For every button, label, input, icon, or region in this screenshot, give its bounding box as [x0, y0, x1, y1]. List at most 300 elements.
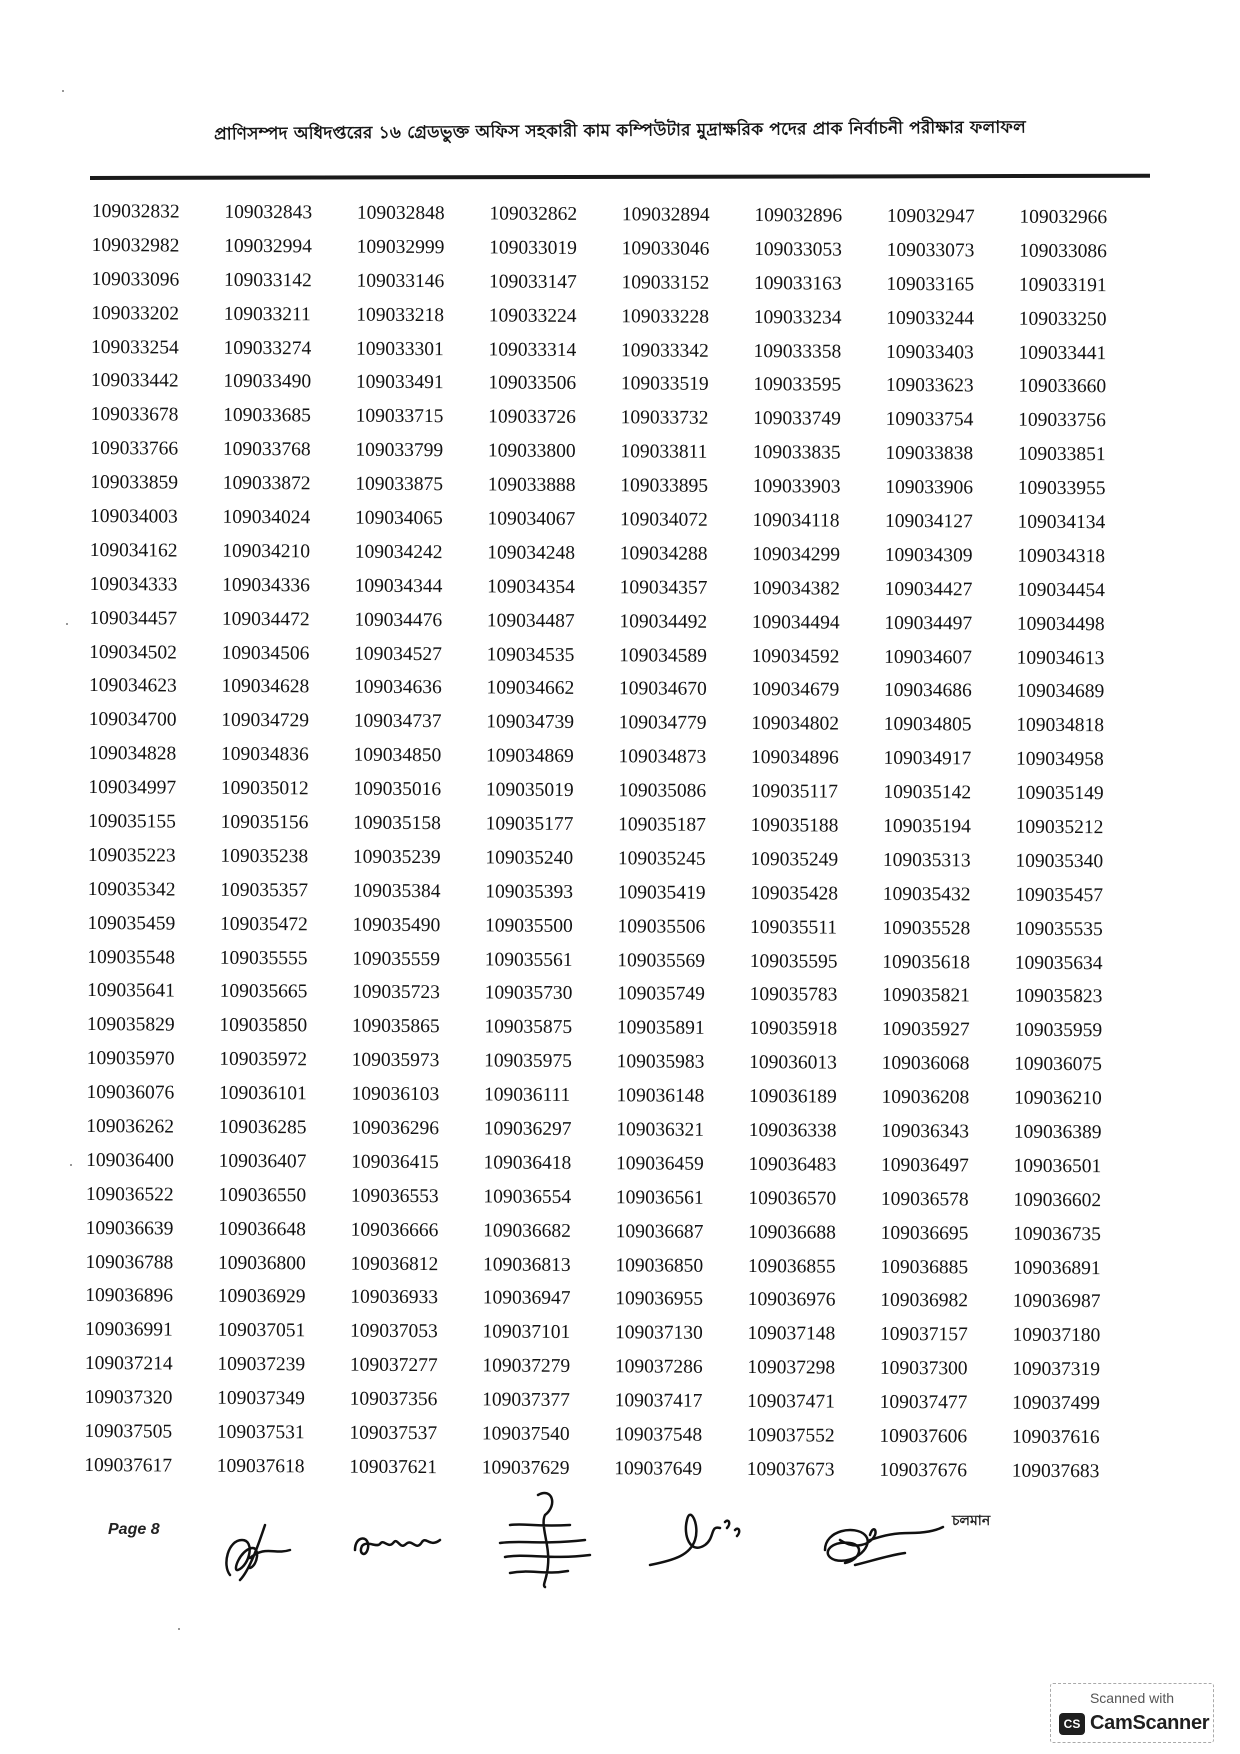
- roll-number: 109034527: [354, 643, 443, 665]
- roll-number: 109036991: [85, 1319, 173, 1341]
- scan-speck: [66, 623, 68, 625]
- roll-number: 109032966: [1019, 206, 1108, 229]
- roll-number: 109037617: [84, 1454, 173, 1477]
- roll-number: 109032982: [91, 234, 180, 257]
- roll-number: 109036076: [86, 1082, 175, 1104]
- roll-number: 109036855: [747, 1255, 836, 1278]
- roll-number: 109036103: [351, 1083, 440, 1106]
- roll-number: 109034917: [883, 748, 972, 770]
- roll-number: 109034729: [221, 710, 310, 732]
- roll-number: 109033490: [223, 371, 312, 393]
- roll-number: 109037629: [481, 1457, 570, 1479]
- roll-number: 109036554: [483, 1186, 572, 1208]
- roll-number: 109037676: [879, 1459, 968, 1482]
- roll-number: 109035384: [352, 880, 441, 902]
- roll-number: 109033903: [752, 476, 841, 498]
- roll-number: 109032862: [489, 203, 578, 225]
- roll-number: 109034454: [1017, 579, 1105, 601]
- roll-number: 109034896: [751, 747, 839, 769]
- roll-number: 109033906: [885, 476, 974, 499]
- roll-number: 109034670: [618, 678, 707, 701]
- roll-number: 109033506: [488, 372, 577, 395]
- roll-number: 109033163: [753, 272, 842, 295]
- roll-number: 109034828: [88, 743, 177, 765]
- roll-number: 109035019: [485, 779, 574, 802]
- camscanner-logo-icon: CS: [1059, 1713, 1085, 1735]
- roll-number: 109036501: [1013, 1155, 1102, 1178]
- roll-number: 109036682: [483, 1220, 571, 1242]
- roll-number: 109033756: [1018, 409, 1106, 432]
- roll-number: 109034336: [222, 574, 310, 597]
- roll-number: 109037531: [216, 1421, 305, 1444]
- signature-1: [220, 1510, 315, 1590]
- roll-number: 109033685: [223, 405, 311, 427]
- roll-number: 109037101: [482, 1321, 571, 1344]
- roll-number: 109036497: [881, 1154, 969, 1177]
- roll-number: 109035428: [750, 882, 839, 905]
- roll-number: 109036418: [483, 1152, 572, 1174]
- roll-number: 109033142: [223, 269, 312, 292]
- roll-number: 109037051: [217, 1320, 306, 1342]
- roll-number: 109036687: [615, 1220, 704, 1243]
- roll-number: 109037148: [747, 1323, 836, 1345]
- roll-number: 109033191: [1018, 274, 1107, 296]
- roll-number: 109033754: [885, 409, 974, 431]
- roll-number: 109035821: [882, 985, 970, 1007]
- roll-number: 109034662: [486, 677, 575, 700]
- roll-number: 109034779: [618, 712, 707, 735]
- roll-number: 109033073: [886, 239, 975, 262]
- roll-number: 109034242: [354, 541, 443, 563]
- roll-number: 109035238: [220, 845, 309, 868]
- roll-number: 109035459: [87, 912, 176, 935]
- roll-number: 109033851: [1017, 443, 1106, 466]
- roll-number: 109035559: [352, 948, 441, 970]
- roll-number: 109034689: [1016, 681, 1105, 703]
- roll-number: 109032994: [224, 235, 313, 258]
- scanner-brand-name: CamScanner: [1090, 1712, 1210, 1734]
- roll-number: 109035528: [882, 917, 971, 940]
- roll-number: 109037499: [1012, 1392, 1100, 1415]
- roll-number: 109034024: [222, 506, 311, 529]
- roll-number: 109034802: [751, 713, 840, 735]
- results-grid: [84, 195, 1152, 1489]
- roll-number: 109034065: [354, 507, 443, 530]
- roll-number: 109034850: [353, 744, 442, 767]
- roll-number: 109034248: [487, 542, 576, 564]
- roll-number: 109037319: [1012, 1358, 1101, 1381]
- roll-number: 109032848: [356, 202, 445, 225]
- roll-number: 109036955: [615, 1288, 704, 1311]
- roll-number: 109034427: [884, 578, 973, 601]
- roll-number: 109036800: [217, 1252, 306, 1274]
- roll-number: 109034607: [884, 646, 973, 668]
- roll-number: 109033800: [487, 440, 576, 463]
- roll-number: 109035223: [87, 844, 176, 867]
- roll-number: 109033895: [620, 475, 709, 497]
- roll-number: 109034805: [883, 714, 972, 736]
- roll-number: 109035618: [882, 951, 971, 973]
- roll-number: 109037157: [879, 1324, 968, 1346]
- scan-speck: [70, 1164, 72, 1166]
- roll-number: 109033660: [1018, 376, 1107, 398]
- roll-number: 109032894: [621, 204, 710, 226]
- roll-number: 109035393: [485, 881, 574, 903]
- roll-number: 109037471: [747, 1391, 835, 1413]
- roll-number: 109035569: [617, 949, 706, 972]
- roll-number: 109035500: [484, 915, 573, 937]
- roll-number: 109035086: [618, 780, 707, 802]
- roll-number: 109037548: [614, 1424, 703, 1446]
- roll-number: 109035472: [219, 913, 308, 935]
- roll-number: 109033086: [1019, 240, 1107, 263]
- scanner-badge-text: Scanned with: [1089, 1690, 1175, 1706]
- roll-number: 109036415: [351, 1151, 439, 1174]
- roll-number: 109036688: [748, 1221, 836, 1244]
- roll-number: 109037180: [1012, 1324, 1101, 1347]
- roll-number: 109035634: [1014, 952, 1103, 974]
- roll-number: 109035149: [1015, 782, 1104, 805]
- roll-number: 109034613: [1016, 647, 1105, 669]
- roll-number: 109035313: [882, 849, 971, 872]
- roll-number: 109033872: [222, 472, 311, 495]
- roll-number: 109032896: [754, 204, 843, 227]
- roll-number: 109036553: [350, 1185, 439, 1207]
- roll-number: 109035012: [220, 777, 309, 800]
- roll-number: 109033019: [489, 237, 577, 259]
- results-row: [84, 1449, 1144, 1489]
- roll-number: 109033342: [620, 339, 709, 362]
- roll-number: 109033403: [885, 341, 974, 363]
- signature-5: [815, 1505, 945, 1585]
- roll-number: 109033234: [753, 306, 842, 329]
- roll-number: 109035972: [219, 1048, 308, 1071]
- roll-number: 109036885: [880, 1256, 969, 1278]
- roll-number: 109037320: [84, 1387, 173, 1409]
- roll-number: 109035973: [351, 1049, 440, 1072]
- roll-number: 109036578: [880, 1188, 969, 1211]
- roll-number: 109033955: [1017, 477, 1106, 500]
- roll-number: 109033274: [223, 337, 312, 359]
- roll-number: 109033838: [885, 443, 974, 465]
- roll-number: 109037300: [879, 1358, 968, 1380]
- roll-number: 109034333: [89, 573, 178, 596]
- roll-number: 109033749: [753, 408, 841, 430]
- roll-number: 109036850: [615, 1254, 704, 1277]
- roll-number: 109035239: [352, 846, 441, 869]
- roll-number: 109033314: [488, 338, 577, 361]
- roll-number: 109036210: [1013, 1087, 1102, 1110]
- roll-number: 109034873: [618, 746, 707, 768]
- roll-number: 109032999: [356, 236, 445, 258]
- roll-number: 109037377: [482, 1389, 570, 1412]
- roll-number: 109037298: [747, 1357, 836, 1379]
- roll-number: 109035975: [484, 1050, 573, 1073]
- roll-number: 109036013: [749, 1052, 838, 1074]
- roll-number: 109033218: [356, 304, 445, 326]
- roll-number: 109033244: [886, 307, 975, 329]
- signature-caption: চলমান: [952, 1513, 991, 1529]
- roll-number: 109033301: [356, 338, 444, 360]
- roll-number: 109034357: [619, 576, 708, 599]
- roll-number: 109035723: [352, 982, 440, 1004]
- roll-number: 109035188: [750, 815, 839, 837]
- roll-number: 109037621: [349, 1456, 438, 1479]
- roll-number: 109034592: [751, 645, 840, 668]
- roll-number: 109033228: [621, 305, 710, 328]
- roll-number: 109036812: [350, 1253, 439, 1275]
- roll-number: 109036933: [350, 1287, 439, 1309]
- roll-number: 109033202: [91, 302, 180, 325]
- roll-number: 109035875: [484, 1016, 573, 1039]
- roll-number: 109035212: [1015, 816, 1104, 839]
- roll-number: 109036296: [351, 1117, 440, 1140]
- roll-number: 109034497: [884, 612, 973, 635]
- roll-number: 109035927: [881, 1019, 970, 1041]
- roll-number: 109037552: [746, 1425, 835, 1447]
- roll-number: 109035959: [1014, 1019, 1103, 1042]
- roll-number: 109034494: [751, 611, 840, 634]
- roll-number: 109037277: [349, 1354, 438, 1377]
- roll-number: 109036321: [616, 1119, 705, 1141]
- roll-number: 109036262: [86, 1115, 175, 1138]
- roll-number: 109035595: [749, 950, 838, 973]
- roll-number: 109034127: [884, 510, 973, 533]
- roll-number: 109033146: [356, 270, 445, 292]
- roll-number: 109034318: [1017, 545, 1106, 568]
- roll-number: 109035419: [617, 881, 706, 904]
- roll-number: 109035535: [1014, 918, 1103, 940]
- roll-number: 109035970: [86, 1048, 175, 1070]
- roll-number: 109035158: [353, 812, 441, 835]
- roll-number: 109034636: [353, 677, 442, 699]
- roll-number: 109033726: [488, 406, 576, 429]
- page-title: প্রাণিসম্পদ অধিদপ্তরের ১৬ গ্রেডভুক্ত অফিস সহকারী কাম কম্পিউটার মুদ্রাক্ষরিক পদের প্রাক নির্বাচনী পরীক্ষার ফলাফল: [213, 117, 1027, 145]
- roll-number: 109037540: [481, 1423, 570, 1445]
- title-divider: [90, 174, 1150, 180]
- roll-number: 109033147: [488, 271, 577, 293]
- roll-number: 109035357: [220, 879, 309, 902]
- roll-number: 109033859: [90, 472, 179, 494]
- roll-number: 109033766: [90, 438, 179, 460]
- roll-number: 109033799: [355, 439, 444, 462]
- roll-number: 109036891: [1012, 1257, 1101, 1279]
- roll-number: 109037214: [84, 1353, 173, 1375]
- roll-number: 109037356: [349, 1388, 438, 1411]
- roll-number: 109037673: [746, 1458, 835, 1481]
- roll-number: 109036947: [482, 1287, 571, 1310]
- roll-number: 109036297: [483, 1118, 572, 1140]
- roll-number: 109033623: [885, 375, 974, 397]
- roll-number: 109036208: [881, 1086, 970, 1109]
- roll-number: 109035156: [220, 811, 309, 834]
- roll-number: 109033875: [355, 473, 444, 496]
- roll-number: 109036813: [482, 1253, 571, 1276]
- roll-number: 109033358: [753, 340, 842, 363]
- roll-number: 109037130: [614, 1322, 703, 1345]
- roll-number: 109035117: [750, 781, 838, 803]
- roll-number: 109035783: [749, 984, 838, 1006]
- roll-number: 109036695: [880, 1222, 969, 1245]
- roll-number: 109035342: [87, 878, 176, 901]
- roll-number: 109033595: [753, 374, 842, 396]
- roll-number: 109033811: [620, 441, 708, 463]
- roll-number: 109035155: [88, 810, 176, 833]
- roll-number: 109036101: [218, 1082, 307, 1105]
- roll-number: 109036570: [748, 1187, 837, 1210]
- roll-number: 109035555: [219, 947, 308, 969]
- roll-number: 109036459: [616, 1153, 704, 1175]
- page-number: Page 8: [108, 1521, 160, 1538]
- roll-number: 109035730: [484, 982, 573, 1005]
- roll-number: 109033519: [620, 373, 709, 396]
- roll-number: 109034836: [221, 743, 309, 766]
- roll-number: 109037053: [349, 1320, 438, 1343]
- roll-number: 109034354: [487, 576, 575, 598]
- roll-number: 109033835: [752, 442, 841, 464]
- scan-speck: [178, 1628, 180, 1630]
- roll-number: 109033441: [1018, 342, 1107, 364]
- roll-number: 109034210: [222, 540, 311, 563]
- roll-number: 109034309: [884, 544, 973, 567]
- roll-number: 109034869: [486, 745, 574, 768]
- roll-number: 109036735: [1013, 1223, 1101, 1245]
- roll-number: 109034118: [752, 509, 840, 532]
- roll-number: 109036189: [748, 1086, 837, 1108]
- roll-number: 109034679: [751, 679, 840, 701]
- roll-number: 109037649: [614, 1458, 703, 1480]
- roll-number: 109032947: [886, 205, 975, 228]
- roll-number: 109036389: [1013, 1121, 1102, 1144]
- roll-number: 109034162: [89, 539, 178, 562]
- roll-number: 109034472: [221, 608, 310, 630]
- roll-number: 109033715: [355, 405, 444, 428]
- roll-number: 109037477: [879, 1391, 968, 1414]
- roll-number: 109037286: [614, 1356, 703, 1378]
- roll-number: 109037606: [879, 1425, 968, 1448]
- roll-number: 109036666: [350, 1219, 439, 1241]
- roll-number: 109032843: [224, 201, 313, 224]
- roll-number: 109033096: [91, 268, 180, 291]
- roll-number: 109037505: [84, 1420, 173, 1443]
- scan-speck: [62, 90, 64, 92]
- roll-number: 109035240: [485, 847, 574, 869]
- roll-number: 109033768: [222, 438, 311, 461]
- roll-number: 109034492: [619, 610, 708, 633]
- roll-number: 109034134: [1017, 511, 1106, 534]
- roll-number: 109035016: [353, 778, 442, 801]
- roll-number: 109033888: [487, 474, 576, 497]
- roll-number: 109033442: [90, 370, 179, 392]
- roll-number: 109034003: [89, 505, 178, 528]
- roll-number: 109034589: [619, 644, 708, 667]
- roll-number: 109035142: [883, 781, 972, 804]
- roll-number: 109035490: [352, 914, 441, 936]
- roll-number: 109035245: [617, 848, 706, 870]
- roll-number: 109035891: [616, 1017, 705, 1040]
- roll-number: 109037239: [217, 1354, 306, 1376]
- roll-number: 109033732: [620, 407, 709, 430]
- roll-number: 109036400: [86, 1149, 174, 1172]
- signature-2: [350, 1520, 450, 1570]
- roll-number: 109033152: [621, 271, 710, 294]
- roll-number: 109034686: [883, 680, 972, 702]
- roll-number: 109036929: [217, 1286, 306, 1308]
- roll-number: 109035511: [749, 916, 838, 939]
- roll-number: 109035641: [87, 980, 175, 1002]
- roll-number: 109033491: [355, 372, 444, 394]
- roll-number: 109035457: [1015, 884, 1104, 906]
- roll-number: 109036111: [483, 1084, 571, 1107]
- roll-number: 109032832: [91, 200, 180, 223]
- roll-number: 109036896: [85, 1285, 174, 1307]
- roll-number: 109034487: [486, 610, 575, 632]
- roll-number: 109034997: [88, 777, 177, 799]
- roll-number: 109035983: [616, 1051, 705, 1073]
- roll-number: 109034476: [354, 609, 443, 631]
- roll-number: 109036075: [1014, 1053, 1103, 1076]
- roll-number: 109037616: [1011, 1426, 1100, 1449]
- roll-number: 109034958: [1016, 748, 1104, 771]
- roll-number: 109034498: [1016, 613, 1105, 635]
- roll-number: 109034457: [89, 607, 178, 630]
- roll-number: 109036987: [1012, 1291, 1101, 1313]
- roll-number: 109036068: [881, 1053, 970, 1075]
- roll-number: 109033211: [223, 303, 311, 325]
- roll-number: 109034535: [486, 643, 575, 666]
- roll-number: 109036343: [881, 1120, 970, 1143]
- roll-number: 109034700: [88, 709, 177, 731]
- roll-number: 109035432: [882, 883, 971, 906]
- roll-number: 109035561: [484, 948, 573, 971]
- roll-number: 109035665: [219, 981, 308, 1003]
- roll-number: 109034818: [1016, 714, 1105, 737]
- roll-number: 109035850: [219, 1015, 308, 1037]
- roll-number: 109036602: [1013, 1189, 1102, 1211]
- roll-number: 109035823: [1014, 986, 1103, 1008]
- roll-number: 109036788: [85, 1251, 174, 1274]
- roll-number: 109037417: [614, 1390, 703, 1412]
- roll-number: 109034739: [486, 711, 575, 734]
- roll-number: 109037279: [482, 1355, 571, 1378]
- roll-number: 109036285: [218, 1116, 307, 1139]
- roll-number: 109033046: [621, 238, 710, 260]
- roll-number: 109037537: [349, 1422, 438, 1445]
- roll-number: 109036976: [747, 1289, 836, 1311]
- roll-number: 109034737: [353, 710, 442, 733]
- roll-number: 109034506: [221, 642, 310, 664]
- roll-number: 109035548: [87, 946, 176, 969]
- roll-number: 109035187: [618, 814, 706, 836]
- roll-number: 109035249: [750, 848, 839, 871]
- roll-number: 109034344: [354, 575, 443, 597]
- roll-number: 109035829: [86, 1014, 175, 1036]
- roll-number: 109036148: [616, 1085, 705, 1107]
- camscanner-badge: [1050, 1683, 1214, 1743]
- signature-4: [645, 1500, 755, 1580]
- roll-number: 109034623: [88, 675, 177, 697]
- roll-number: 109036561: [615, 1186, 704, 1209]
- roll-number: 109035865: [351, 1015, 440, 1038]
- roll-number: 109033224: [488, 305, 577, 327]
- roll-number: 109037618: [216, 1455, 305, 1478]
- roll-number: 109035177: [485, 813, 574, 835]
- roll-number: 109034299: [752, 543, 841, 566]
- roll-number: 109036338: [748, 1120, 837, 1142]
- roll-number: 109036407: [218, 1150, 307, 1173]
- roll-number: 109036982: [880, 1290, 969, 1312]
- roll-number: 109033254: [91, 336, 179, 359]
